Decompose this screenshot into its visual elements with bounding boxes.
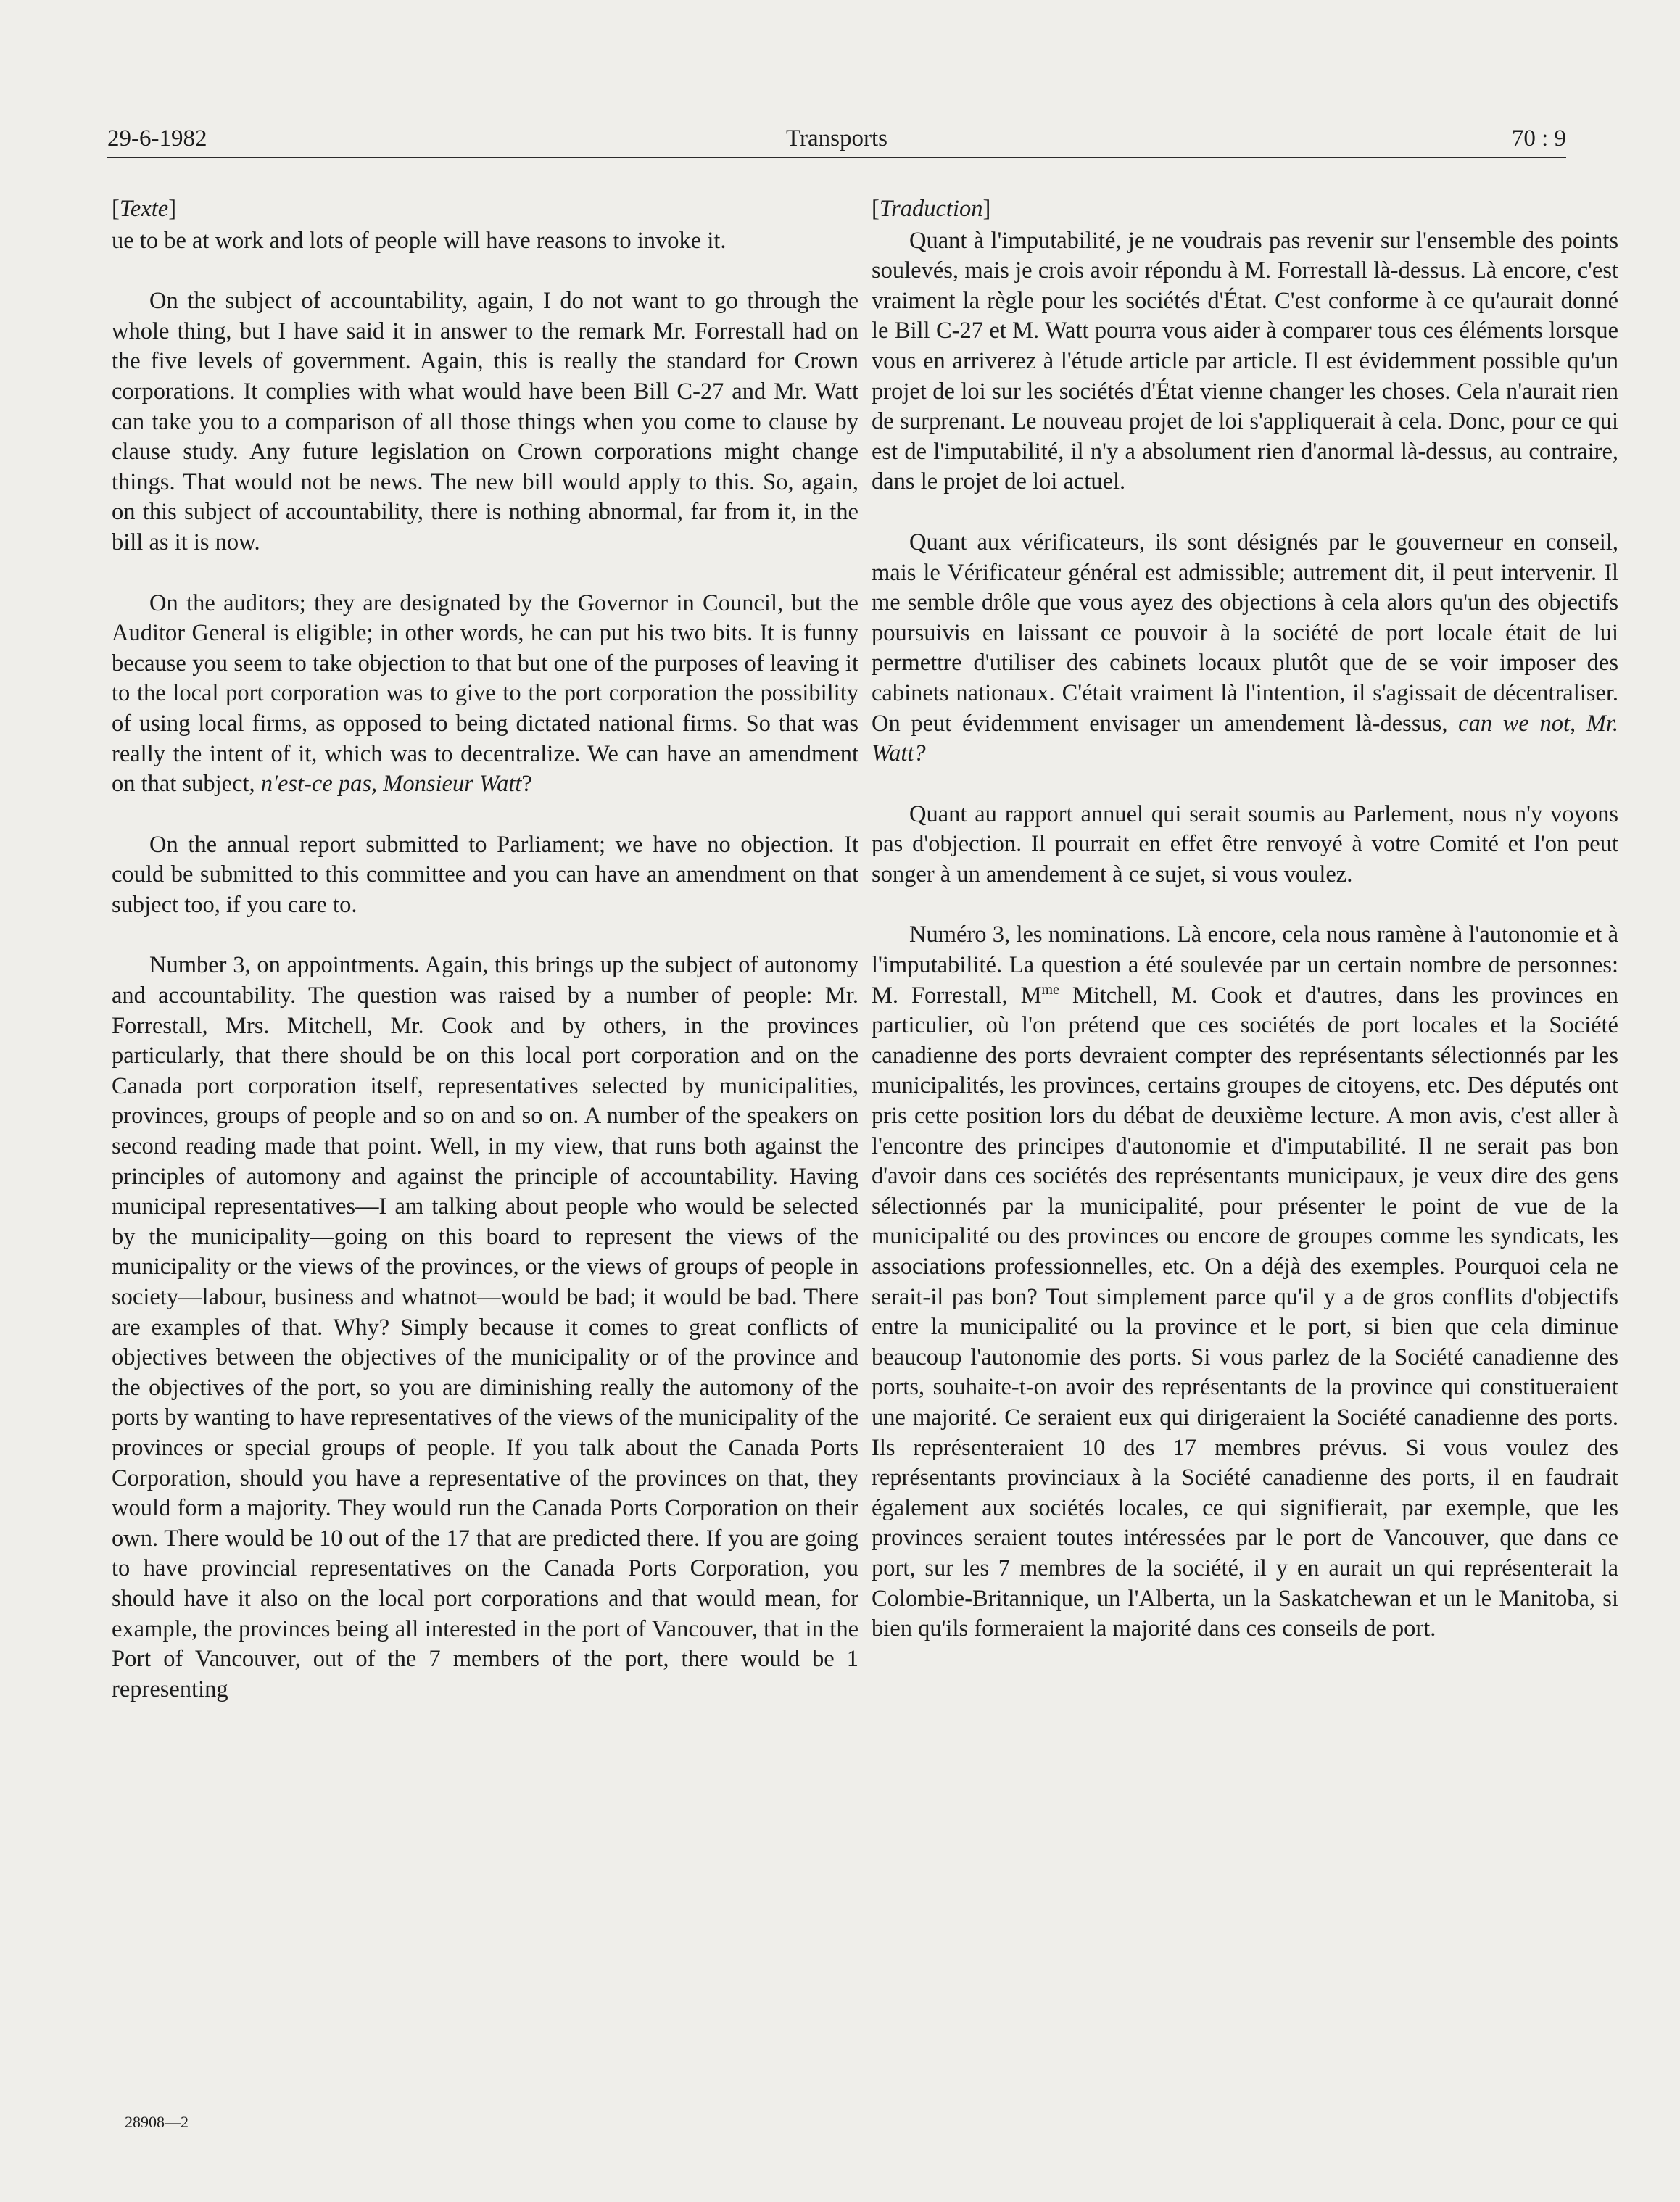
paragraph-accountability: On the subject of accountability, again, I do not want to go through the whole thing, but I have said it in answer to the remark Mr. Forrestall had on the five levels of government. Again, this is really the standard for Crown corporations. It complies with what would have been Bill C-27 and Mr. Watt can take you to a comparison of all those things when you come to clause by clause study. Any future legislation on Crown corporations might change things. That would not be news. The new bill would apply to this. So, again, on this subject of accountability, there is nothing abnormal, far from it, in the bill as it is now. [112, 288, 858, 555]
header-date: 29-6-1982 [107, 125, 207, 152]
french-column [872, 194, 1618, 1675]
paragraph-auditors: On the auditors; they are designated by the Governor in Council, but the Auditor General is eligible; in other words, he can put his two bits. It is funny because you seem to take objection to that but one of the purposes of leaving it to the local port corporation was to give to the port corporation the possibility of using local firms, as opposed to being dictated national firms. So that was really the intent of it, which was to decentralize. We can have an amendment on that subject, n'est-ce pas, Monsieur Watt? [112, 589, 858, 798]
paragraph-annual-report: On the annual report submitted to Parliament; we have no objection. It could be submitted to this committee and you can have an amendment on that subject too, if you care to. [112, 831, 858, 918]
paragraph-rapport-annuel: Quant au rapport annuel qui serait soumis au Parlement, nous n'y voyons pas d'objection. Il pourrait en effet être renvoyé à votre Comité et l'on peut songer à un amendement à ce sujet, si vous voulez. [872, 800, 1618, 887]
footer-code: 28908—2 [125, 2113, 189, 2131]
traduction-tag: [Traduction] [872, 196, 991, 222]
page-header [107, 120, 1566, 158]
paragraph-appointments: Number 3, on appointments. Again, this brings up the subject of autonomy and accountability. The question was raised by a number of people: Mr. Forrestall, Mrs. Mitchell, Mr. Cook and by others, in the provinces particularly, that there should be on this local port corporation and on the Canada port corporation itself, representatives selected by municipalities, provinces, groups of people and so on and so on. A number of the speakers on second reading made that point. Well, in my view, that runs both against the principles of automony and against the principle of accountability. Having municipal representatives—I am talking about people who would be selected by the municipality—going on this board to represent the views of the municipality or the views of the provinces, or the views of groups of people in society—labour, business and whatnot—would be bad; it would be bad. There are examples of that. Why? Simply because it comes to great conflicts of objectives between the objectives of the municipality or of the province and the objectives of the port, so you are diminishing really the automony of the ports by wanting to have representatives of the views of the municipality of the provinces or special groups of people. If you talk about the Canada Ports Corporation, should you have a representative of the provinces on that, they would form a majority. They would run the Canada Ports Corporation on their own. There would be 10 out of the 17 that are predicted there. If you are going to have provincial representatives on the Canada Ports Corporation, you should have it also on the local port corporations and that would mean, for example, the provinces being all interested in the port of Vancouver, that in the Port of Vancouver, out of the 7 members of the port, there would be 1 representing [112, 952, 858, 1702]
paragraph-continuation: ue to be at work and lots of people will have reasons to invoke it. [112, 227, 727, 254]
header-title: Transports [786, 125, 887, 152]
paragraph-imputabilite: Quant à l'imputabilité, je ne voudrais pas revenir sur l'ensemble des points soulevés, mais je crois avoir répondu à M. Forrestall là-dessus. Là encore, c'est vraiment la règle pour les sociétés d'État. C'est conforme à ce qu'aurait donné le Bill C-27 et M. Watt pourra vous aider à comparer tous ces éléments lorsque vous en arriverez à l'étude article par article. Il est évidemment possible qu'un projet de loi sur les sociétés d'État vienne changer les choses. Cela n'aurait rien de surprenant. Le nouveau projet de loi s'appliquerait à cela. Donc, pour ce qui est de l'imputabilité, il n'y a absolument rien d'anormal là-dessus, au contraire, dans le projet de loi actuel. [872, 227, 1618, 495]
english-column [112, 194, 858, 1735]
texte-tag: [Texte] [112, 196, 177, 222]
paragraph-verificateurs: Quant aux vérificateurs, ils sont désignés par le gouverneur en conseil, mais le Vérificateur général est admissible; autrement dit, il peut intervenir. Il me semble drôle que vous ayez des objections à cela alors qu'un des objectifs poursuivis en laissant ce pouvoir à la société de port locale était de lui permettre d'utiliser des cabinets locaux plutôt que de se voir imposer des cabinets nationaux. C'était vraiment là l'intention, il s'agissait de décentraliser. On peut évidemment envisager un amendement là-dessus, can we not, Mr. Watt? [872, 529, 1618, 767]
paragraph-nominations: Numéro 3, les nominations. Là encore, cela nous ramène à l'autonomie et à l'imputabilité. La question a été soulevée par un certain nombre de personnes: M. Forrestall, $M^{me}$ Mitchell, M. Cook et d'autres, dans les provinces en particulier, où l'on prétend que ces sociétés de port locales et la Société canadienne des ports devraient compter des représentants sélectionnés par les municipalités, les provinces, certains groupes de citoyens, etc. Des députés ont pris cette position lors du débat de deuxième lecture. A mon avis, c'est aller à l'encontre des principes d'autonomie et d'imputabilité. Il ne serait pas bon d'avoir dans ces sociétés des représentants municipaux, je veux dire des gens sélectionnés par la municipalité, pour présenter le point de vue de la municipalité ou des provinces ou encore de groupes comme les syndicats, les associations professionnelles, etc. On a déjà des exemples. Pourquoi cela ne serait-il pas bon? Tout simplement parce qu'il y a de gros conflits d'objectifs entre la municipalité ou la province et le port, si bien que cela diminue beaucoup l'autonomie des ports. Si vous parlez de la Société canadienne des ports, souhaite-t-on avoir des représentants de la province qui constitueraient une majorité. Ce seraient eux qui dirigeraient la Société canadienne des ports. Ils représenteraient 10 des 17 membres prévus. Si vous voulez des représentants provinciaux à la Société canadienne des ports, il en faudrait également aux sociétés locales, ce qui signifierait, par exemple, que les provinces seraient toutes intéressées par le port de Vancouver, que dans ce port, sur les 7 membres de la société, il y en aurait un qui représenterait la Colombie-Britannique, un l'Alberta, un la Saskatchewan et un le Manitoba, si bien qu'ils formeraient la majorité dans ces conseils de port. [872, 922, 1618, 1642]
header-page-number: 70 : 9 [1511, 125, 1566, 152]
